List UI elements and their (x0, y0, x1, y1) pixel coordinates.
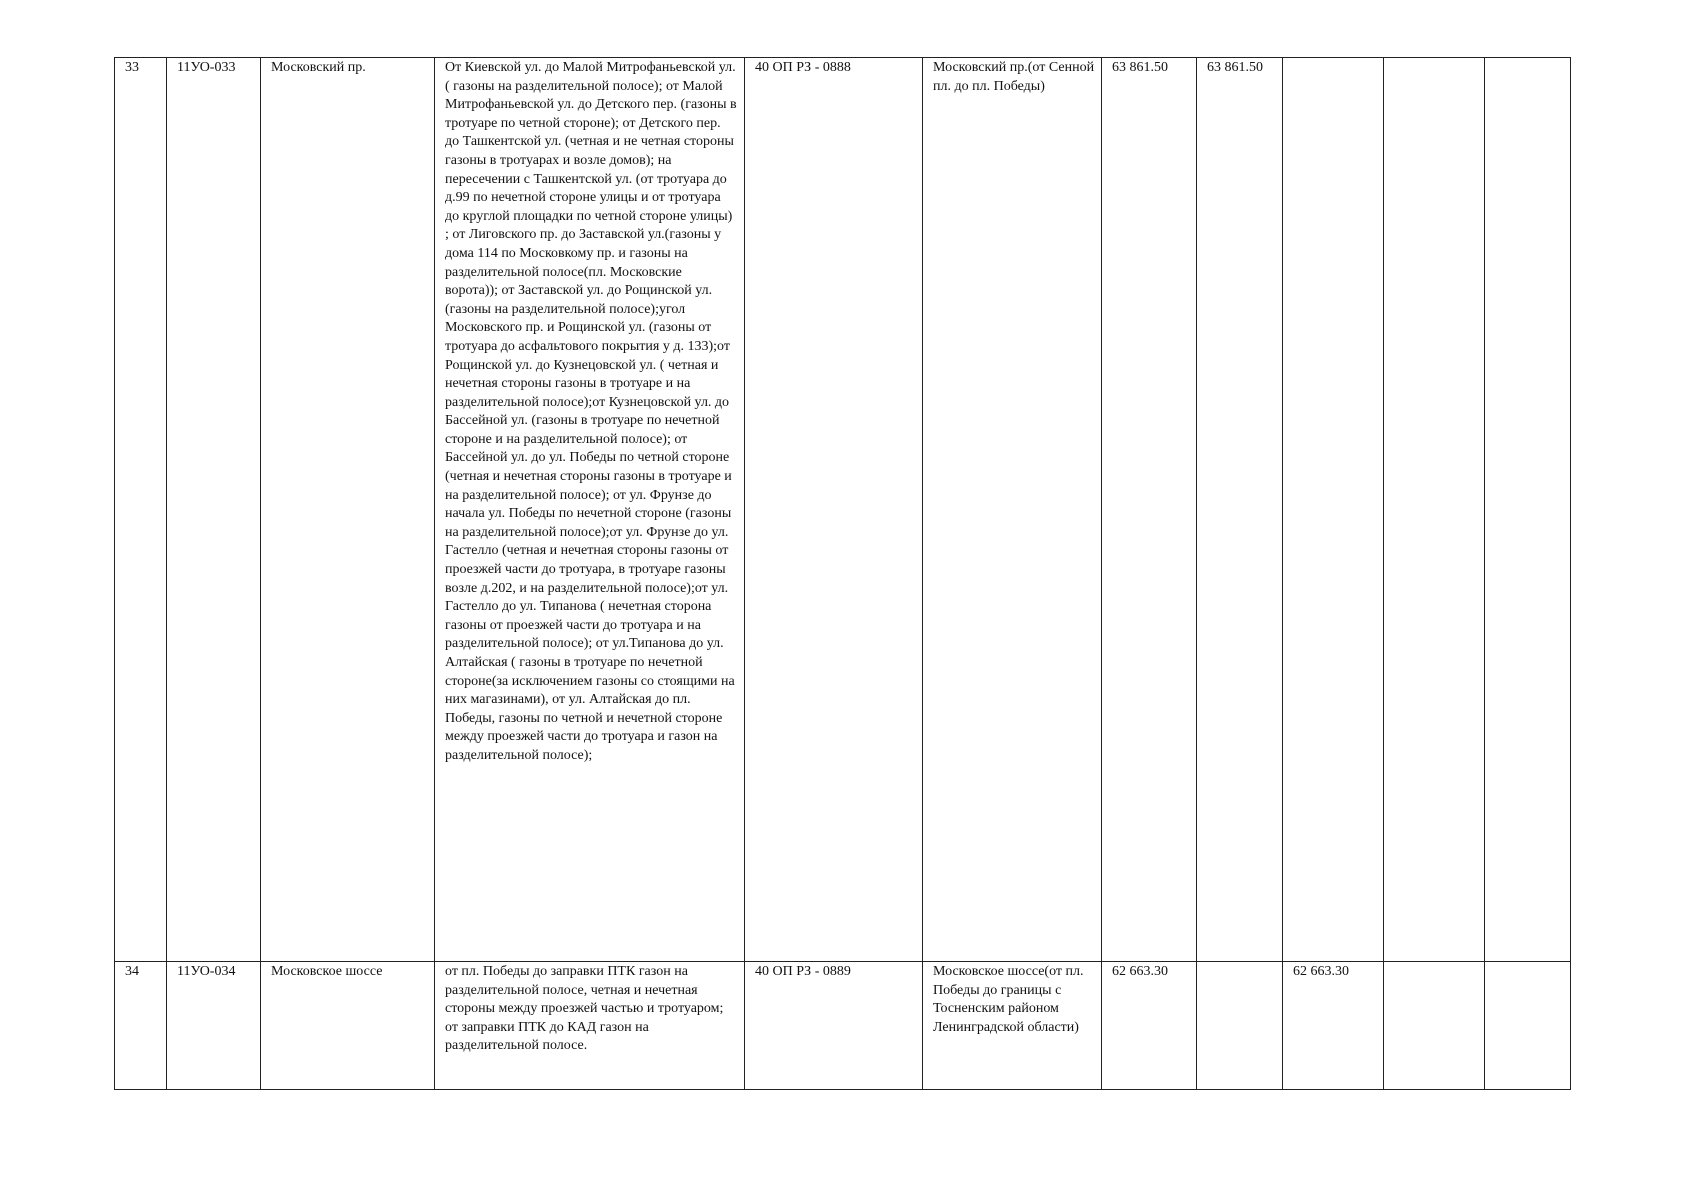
area-total: 62 663.30 (1102, 962, 1197, 1090)
area-column-d (1485, 58, 1571, 962)
row-number: 34 (115, 962, 167, 1090)
area-total: 63 861.50 (1102, 58, 1197, 962)
road-name: Московское шоссе(от пл. Победы до границы с Тосненским районом Ленинградской области) (923, 962, 1102, 1090)
object-code: 11УО-034 (167, 962, 261, 1090)
object-name: Московское шоссе (261, 962, 435, 1090)
area-column-c (1384, 962, 1485, 1090)
area-column-a: 63 861.50 (1197, 58, 1283, 962)
road-code: 40 ОП РЗ - 0888 (745, 58, 923, 962)
object-description: От Киевской ул. до Малой Митрофаньевской ул.( газоны на разделительной полосе); от Малой Митрофаньевской ул. до Детского пер. (газоны в тротуаре по четной стороне); от Детского пер. до Ташкентской ул. (четная и не четная стороны газоны в тротуарах и возле домов); на пересечении с Ташкентской ул. (от тротуара до д.99 по нечетной стороне улицы и от тротуара до круглой площадки по четной стороне улицы) ; от Лиговского пр. до Заставской ул.(газоны у дома 114 по Московкому пр. и газоны на разделительной полосе(пл. Московские ворота)); от Заставской ул. до Рощинской ул. (газоны на разделительной полосе);угол Московского пр. и Рощинской ул. (газоны от тротуара до асфальтового покрытия у д. 133);от Рощинской ул. до Кузнецовской ул. ( четная и нечетная стороны газоны в тротуаре и на разделительной полосе);от Кузнецовской ул. до Бассейной ул. (газоны в тротуаре по нечетной стороне и на разделительной полосе); от Бассейной ул. до ул. Победы по четной стороне (четная и нечетная стороны газоны в тротуаре и на разделительной полосе); от ул. Фрунзе до начала ул. Победы по нечетной стороне (газоны на разделительной полосе);от ул. Фрунзе до ул. Гастелло (четная и нечетная стороны газоны от проезжей части до тротуара, в тротуаре газоны возле д.202, и на разделительной полосе);от ул. Гастелло до ул. Типанова ( нечетная сторона газоны от проезжей части до тротуара и на разделительной полосе); от ул.Типанова до ул. Алтайская ( газоны в тротуаре по нечетной стороне(за исключением газоны со стоящими на них магазинами), от ул. Алтайская до пл. Победы, газоны по четной и нечетной стороне между проезжей части до тротуара и газон на разделительной полосе); (435, 58, 745, 962)
registry-table (114, 57, 1571, 1090)
area-column-b (1283, 58, 1384, 962)
area-column-d (1485, 962, 1571, 1090)
area-column-a (1197, 962, 1283, 1090)
object-name: Московский пр. (261, 58, 435, 962)
area-column-c (1384, 58, 1485, 962)
table-row (115, 58, 1571, 962)
area-column-b: 62 663.30 (1283, 962, 1384, 1090)
row-number: 33 (115, 58, 167, 962)
table-row (115, 962, 1571, 1090)
object-description: от пл. Победы до заправки ПТК газон на разделительной полосе, четная и нечетная стороны между проезжей частью и тротуаром; от заправки ПТК до КАД газон на разделительной полосе. (435, 962, 745, 1090)
road-name: Московский пр.(от Сенной пл. до пл. Победы) (923, 58, 1102, 962)
object-code: 11УО-033 (167, 58, 261, 962)
road-code: 40 ОП РЗ - 0889 (745, 962, 923, 1090)
